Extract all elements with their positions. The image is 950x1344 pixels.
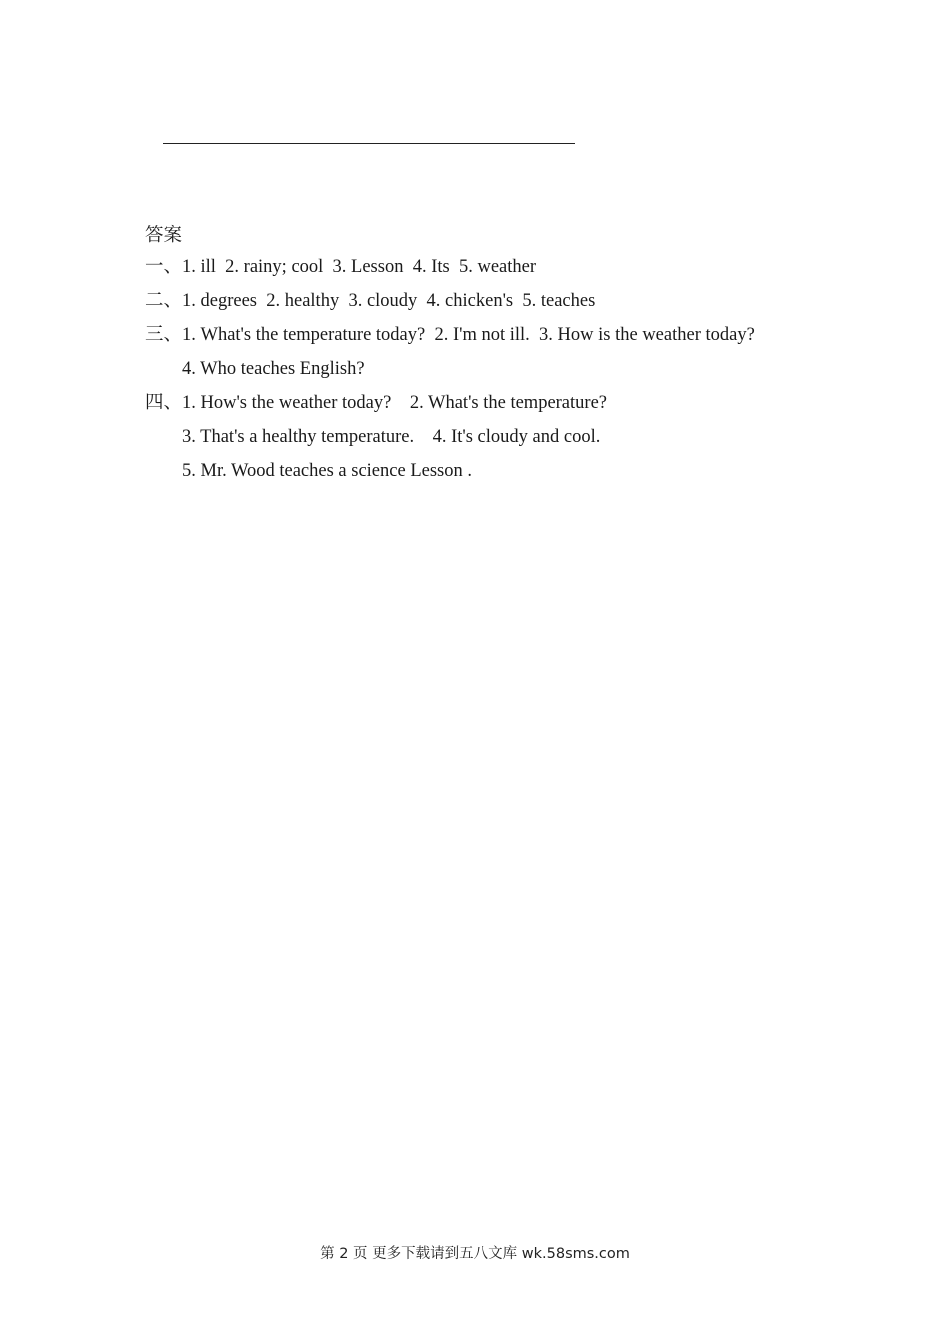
answer-blank-line (163, 143, 575, 144)
answer-section-4: 四、1. How's the weather today? 2. What's the temperature? (145, 393, 607, 413)
answer-section-1: 一、1. ill 2. rainy; cool 3. Lesson 4. Its 5. weather (145, 257, 537, 277)
answer-heading: 答案 (145, 226, 183, 246)
page-footer: 第 2 页 更多下载请到五八文库 wk.58sms.com (320, 1246, 630, 1262)
answer-section-4-continued: 3. That's a healthy temperature. 4. It's cloudy and cool. (182, 427, 601, 447)
answer-section-3-continued: 4. Who teaches English? (182, 359, 365, 379)
answer-section-2: 二、1. degrees 2. healthy 3. cloudy 4. chicken's 5. teaches (145, 291, 596, 311)
answer-section-3: 三、1. What's the temperature today? 2. I'm not ill. 3. How is the weather today? (145, 325, 755, 345)
answer-section-4-continued-2: 5. Mr. Wood teaches a science Lesson . (182, 461, 472, 481)
